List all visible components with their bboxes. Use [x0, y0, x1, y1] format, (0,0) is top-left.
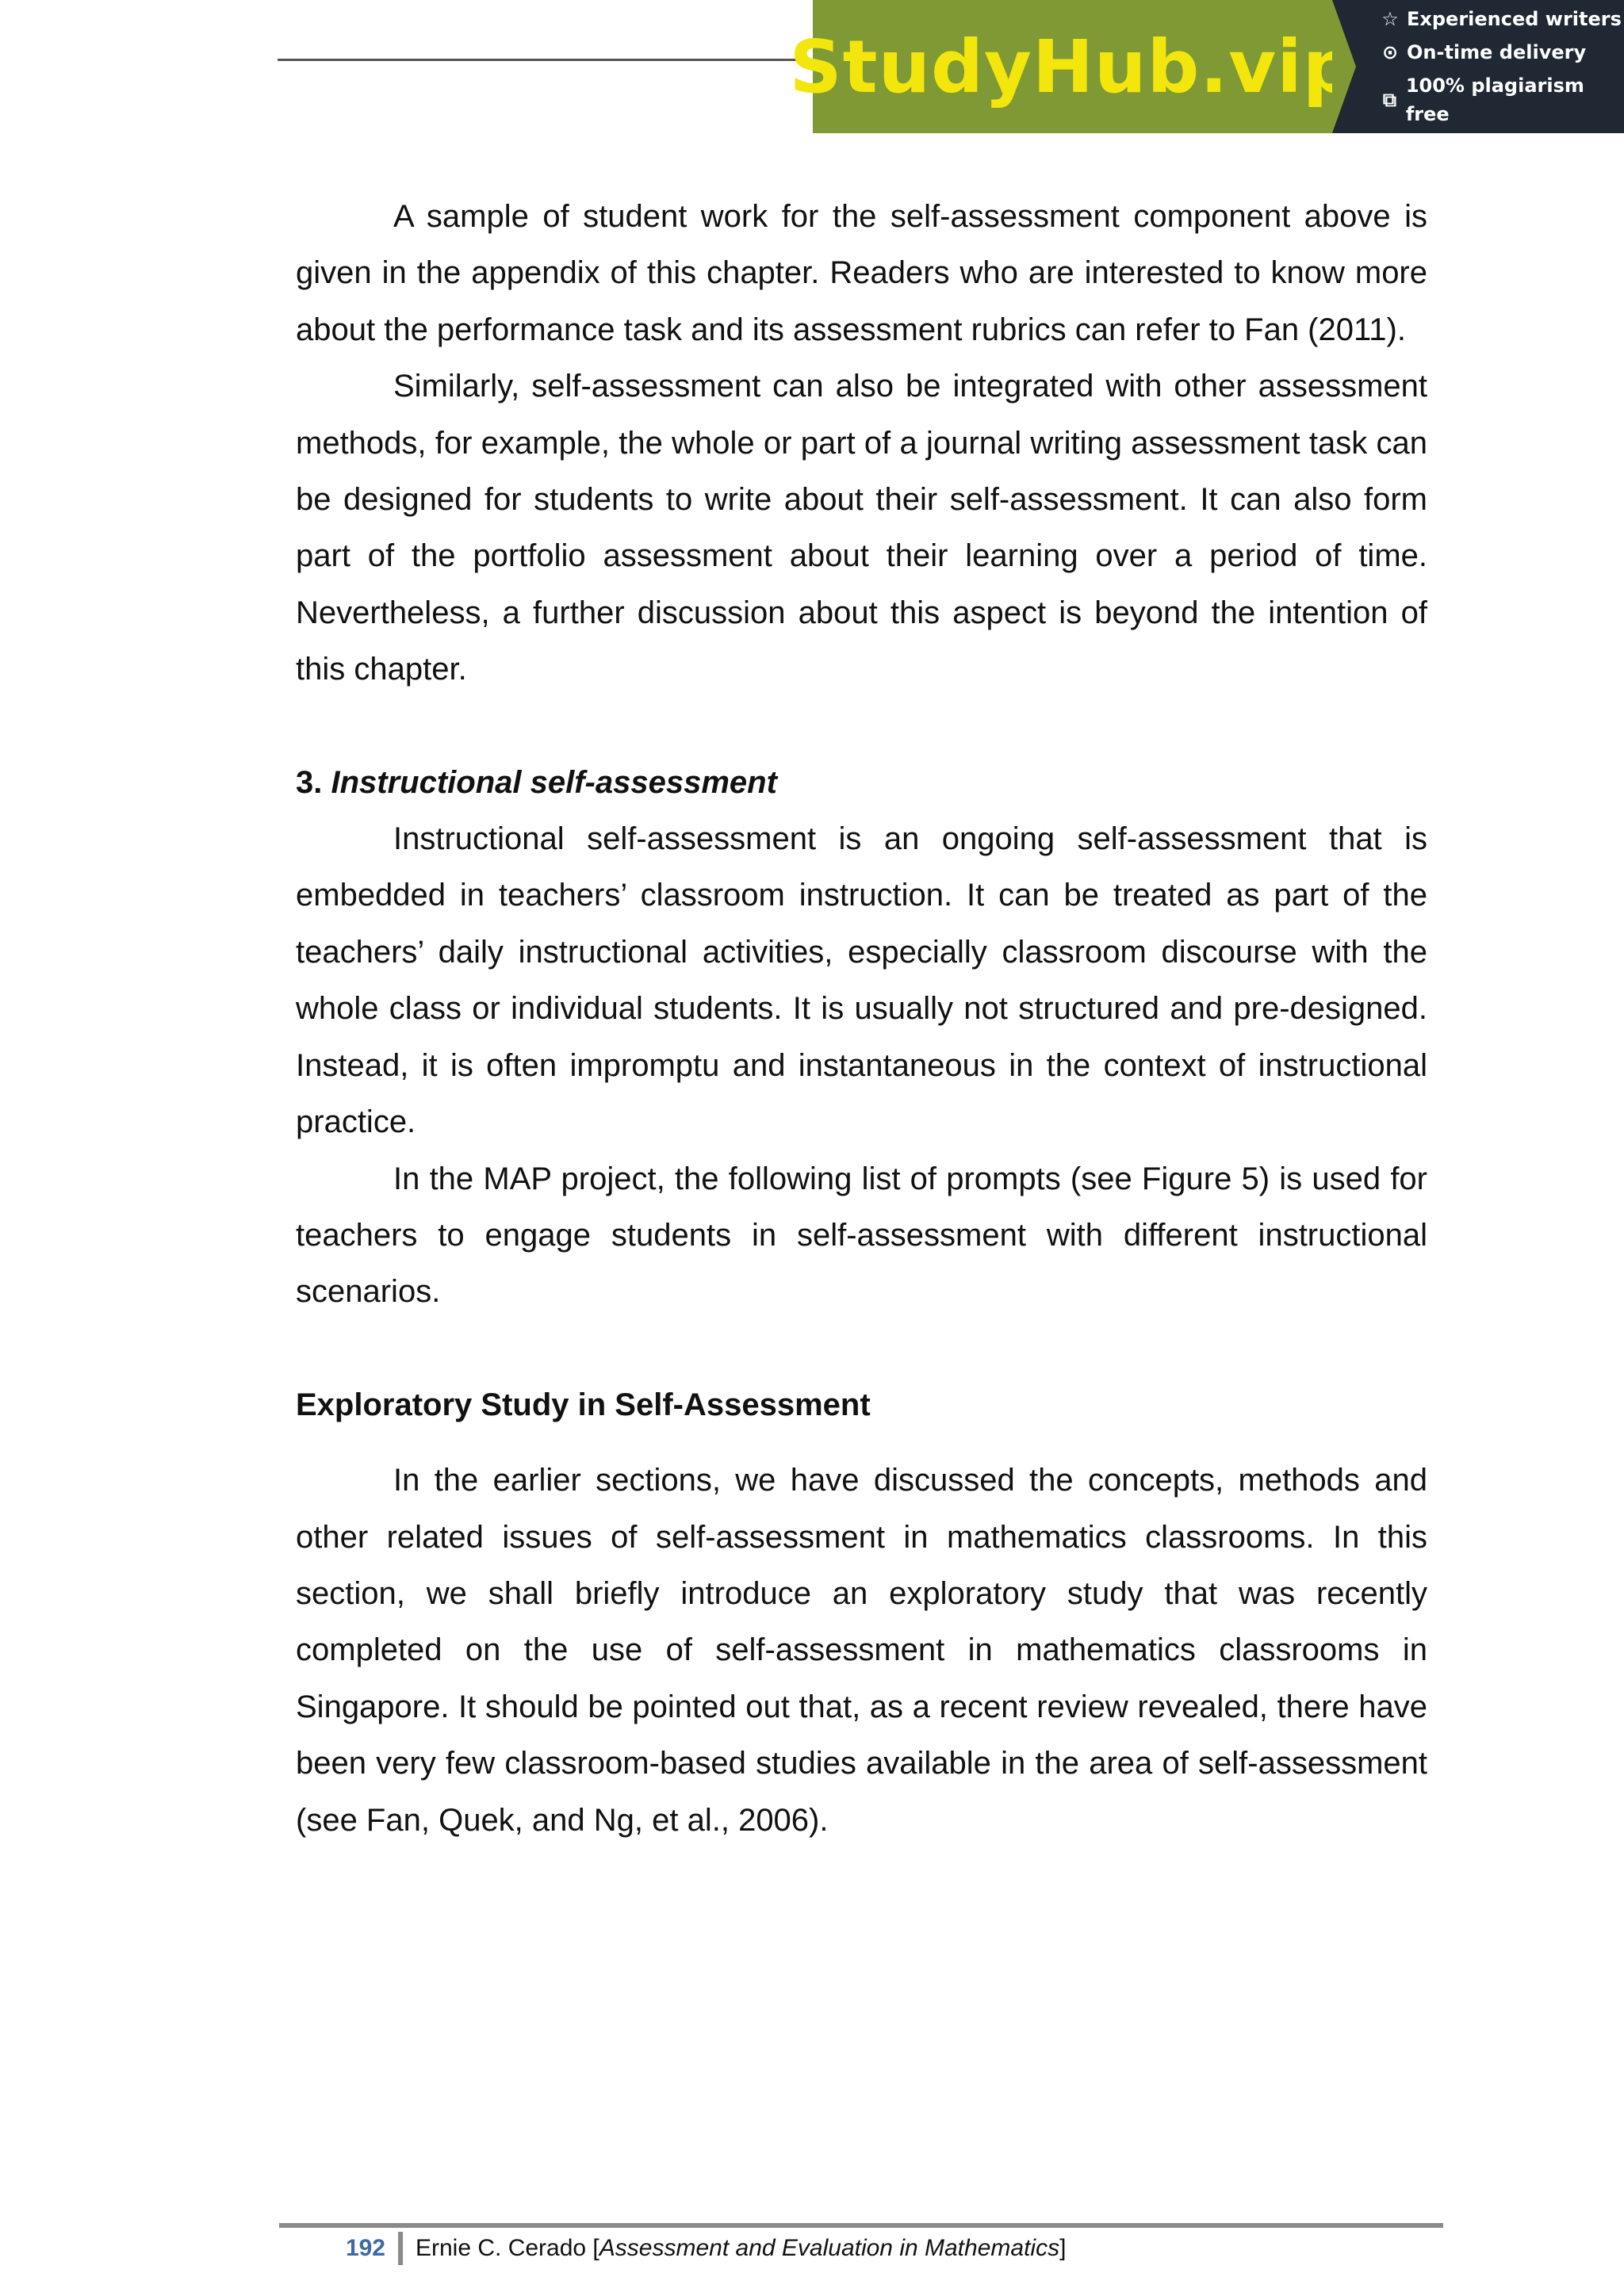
paragraph-instructional: Instructional self-assessment is an ongoing self-assessment that is embedded in teachers’ classroom instruction. It can be treated as part of the teachers’ daily instructional activities, especially classroom discourse with the whole class or individual students. It is usually not structured and pre-designed. Instead, it is often impromptu and instantaneous in the context of instructional practice.	[296, 821, 1427, 1140]
footer-citation	[416, 2235, 1066, 2262]
banner-features	[1332, 0, 1624, 133]
star-icon: ☆	[1381, 8, 1399, 30]
studyhub-banner[interactable]	[789, 0, 1624, 133]
feature-on-time-delivery	[1380, 38, 1624, 67]
page-content	[296, 189, 1427, 1849]
paragraph-similarly: Similarly, self-assessment can also be integrated with other assessment methods, for example, the whole or part of a journal writing assessment task can be designed for students to write about their self-assessment. It can also form part of the portfolio assessment about their learning over a period of time. Nevertheless, a further discussion about this aspect is beyond the intention of this chapter.	[296, 369, 1427, 687]
spacer	[296, 1433, 1427, 1452]
spacer	[296, 1321, 1427, 1377]
feature-experienced-writers	[1380, 5, 1624, 33]
paragraph-sample-work: A sample of student work for the self-assessment component above is given in the appendix of this chapter. Readers who are interested to know more about the performance task and its assessment rubrics can refer to Fan (2011).	[296, 199, 1427, 347]
section-title: Instructional self-assessment	[331, 764, 777, 800]
feature-label: On-time delivery	[1407, 41, 1587, 63]
footer-book-title: Assessment and Evaluation in Mathematics	[599, 2235, 1060, 2261]
feature-label: Experienced writers	[1407, 8, 1622, 30]
banner-arrow	[1332, 0, 1356, 133]
copy-icon: ⧉	[1382, 89, 1396, 111]
footer-closing: ]	[1059, 2235, 1067, 2261]
paragraph-earlier-sections: In the earlier sections, we have discussed the concepts, methods and other related issues of self-assessment in mathematics classrooms. In this section, we shall briefly introduce an exploratory study that was recently completed on the use of self-assessment in mathematics classrooms in Singapore. It should be pointed out that, as a recent review revealed, there have been very few classroom-based studies available in the area of self-assessment (see Fan, Quek, and Ng, et al., 2006).	[296, 1463, 1427, 1838]
logo-text: StudyHub.vip	[789, 24, 1356, 109]
feature-label: 100% plagiarism free	[1405, 75, 1584, 125]
page-number: 192	[345, 2235, 385, 2261]
footer-divider	[398, 2232, 403, 2265]
spacer	[296, 698, 1427, 755]
footer-author: Ernie C. Cerado [	[416, 2235, 599, 2261]
feature-plagiarism-free	[1380, 71, 1624, 128]
section-number: 3.	[296, 764, 323, 800]
section-heading-instructional	[296, 755, 1427, 811]
subheading-exploratory-study: Exploratory Study in Self-Assessment	[296, 1387, 871, 1422]
paragraph-map-project: In the MAP project, the following list of prompts (see Figure 5) is used for teachers to engage students in self-assessment with different instructional scenarios.	[296, 1161, 1427, 1310]
clock-icon: ⊙	[1381, 41, 1399, 63]
header-rule	[278, 59, 809, 61]
page-footer	[279, 2228, 1066, 2269]
studyhub-logo[interactable]	[789, 0, 1356, 133]
